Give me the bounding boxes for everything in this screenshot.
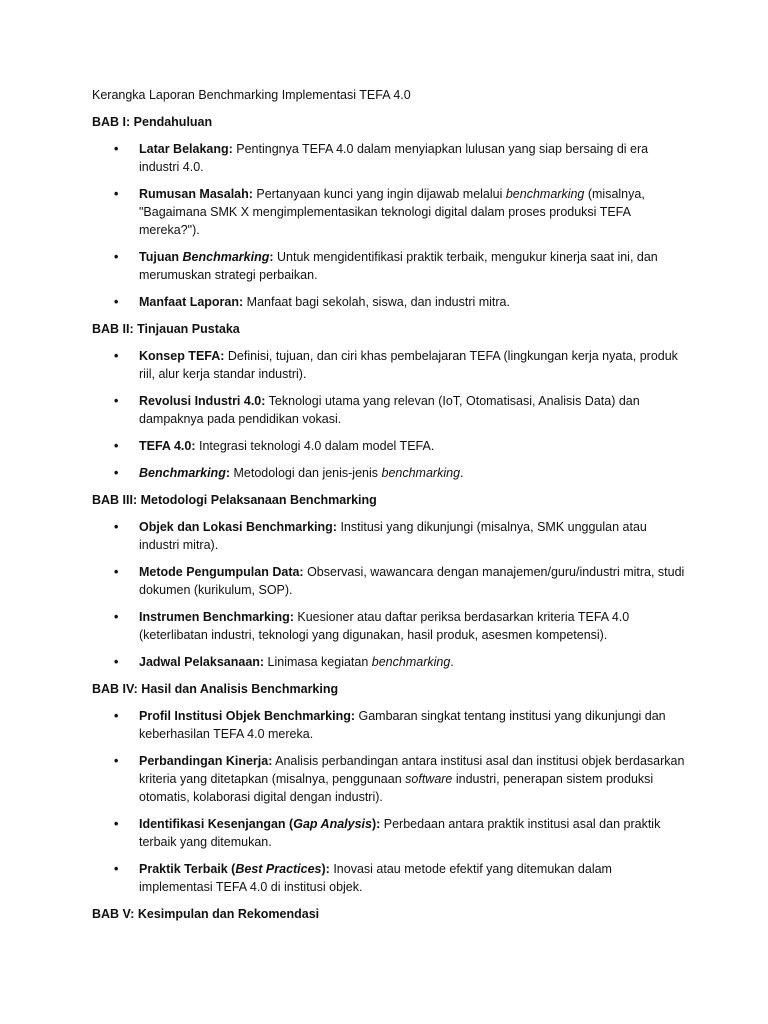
- item-term: Objek dan Lokasi Benchmarking:: [139, 520, 337, 534]
- list-item: [92, 464, 688, 482]
- bullet-list: [92, 707, 688, 896]
- item-text: Integrasi teknologi 4.0 dalam model TEFA.: [195, 439, 435, 453]
- bullet-icon: •: [114, 709, 119, 723]
- item-text: Pertanyaan kunci yang ingin dijawab melalui: [252, 187, 506, 201]
- list-item: [92, 563, 688, 599]
- chapter-list: [92, 113, 688, 923]
- bullet-icon: •: [114, 295, 119, 309]
- chapter-heading: BAB I: Pendahuluan: [92, 115, 213, 129]
- bullet-icon: •: [114, 250, 119, 264]
- item-term: Profil Institusi Objek Benchmarking:: [139, 709, 356, 723]
- document-title: Kerangka Laporan Benchmarking Implementasi TEFA 4.0: [92, 88, 411, 102]
- list-item: [92, 248, 688, 284]
- chapter-section: [92, 905, 688, 923]
- item-term: Rumusan Masalah:: [139, 187, 253, 201]
- list-item: [92, 140, 688, 176]
- list-item: [92, 860, 688, 896]
- item-term: :: [269, 250, 274, 264]
- list-item: [92, 653, 688, 671]
- bullet-icon: •: [114, 142, 119, 156]
- list-item: [92, 293, 688, 311]
- item-term: Jadwal Pelaksanaan:: [139, 655, 265, 669]
- list-item: [92, 392, 688, 428]
- item-term: Konsep TEFA:: [139, 349, 225, 363]
- bullet-icon: •: [114, 349, 119, 363]
- item-term: Tujuan: [139, 250, 183, 264]
- item-text: Metodologi dan jenis-jenis: [230, 466, 382, 480]
- bullet-icon: •: [114, 862, 119, 876]
- chapter-heading: BAB III: Metodologi Pelaksanaan Benchmarking: [92, 493, 377, 507]
- chapter-section: [92, 113, 688, 311]
- item-emphasis: benchmarking: [371, 655, 451, 669]
- item-text: Linimasa kegiatan: [264, 655, 372, 669]
- item-emphasis: benchmarking: [381, 466, 461, 480]
- item-text: Manfaat bagi sekolah, siswa, dan industri mitra.: [243, 295, 510, 309]
- bullet-icon: •: [114, 817, 119, 831]
- bullet-icon: •: [114, 754, 119, 768]
- item-text: (misalnya, "Bagaimana SMK X mengimplementasikan teknologi digital dalam proses produksi TEFA mereka?").: [139, 187, 645, 237]
- list-item: [92, 608, 688, 644]
- item-text: Untuk mengidentifikasi praktik terbaik, mengukur kinerja saat ini, dan merumuskan strategi perbaikan.: [139, 250, 658, 282]
- item-text: Kuesioner atau daftar periksa berdasarkan kriteria TEFA 4.0 (keterlibatan industri, teknologi yang digunakan, hasil produk, asesmen kompetensi).: [139, 610, 630, 642]
- bullet-list: [92, 140, 688, 311]
- chapter-section: [92, 320, 688, 482]
- item-term-emphasis: Benchmarking: [139, 466, 226, 480]
- item-text: Pentingnya TEFA 4.0 dalam menyiapkan lulusan yang siap bersaing di era industri 4.0.: [139, 142, 649, 174]
- item-term: Instrumen Benchmarking:: [139, 610, 294, 624]
- bullet-icon: •: [114, 187, 119, 201]
- bullet-icon: •: [114, 520, 119, 534]
- item-term: Manfaat Laporan:: [139, 295, 244, 309]
- list-item: [92, 752, 688, 806]
- bullet-icon: •: [114, 610, 119, 624]
- bullet-icon: •: [114, 394, 119, 408]
- item-term-emphasis: Gap Analysis: [293, 817, 372, 831]
- item-term: Latar Belakang:: [139, 142, 233, 156]
- item-text: .: [450, 655, 454, 669]
- item-term: Metode Pengumpulan Data:: [139, 565, 304, 579]
- item-text: Gambaran singkat tentang institusi yang dikunjungi dan keberhasilan TEFA 4.0 mereka.: [139, 709, 666, 741]
- item-text: Perbedaan antara praktik institusi asal dan praktik terbaik yang ditemukan.: [139, 817, 661, 849]
- chapter-section: [92, 680, 688, 896]
- item-emphasis: software: [405, 772, 453, 786]
- item-text: Observasi, wawancara dengan manajemen/guru/industri mitra, studi dokumen (kurikulum, SOP).: [139, 565, 685, 597]
- list-item: [92, 347, 688, 383]
- item-text: Analisis perbandingan antara institusi asal dan institusi objek berdasarkan kriteria yang ditetapkan (misalnya, penggunaan: [139, 754, 685, 786]
- item-term: Identifikasi Kesenjangan (: [139, 817, 294, 831]
- item-term-emphasis: Best Practices: [235, 862, 322, 876]
- chapter-section: [92, 491, 688, 671]
- bullet-icon: •: [114, 466, 119, 480]
- item-term: ):: [371, 817, 381, 831]
- item-term: TEFA 4.0:: [139, 439, 196, 453]
- item-text: Definisi, tujuan, dan ciri khas pembelajaran TEFA (lingkungan kerja nyata, produk riil, alur kerja standar industri).: [139, 349, 678, 381]
- bullet-list: [92, 347, 688, 482]
- bullet-list: [92, 518, 688, 671]
- item-text: Teknologi utama yang relevan (IoT, Otomatisasi, Analisis Data) dan dampaknya pada pendidikan vokasi.: [139, 394, 640, 426]
- list-item: [92, 185, 688, 239]
- chapter-heading: BAB V: Kesimpulan dan Rekomendasi: [92, 907, 320, 921]
- item-term: Revolusi Industri 4.0:: [139, 394, 266, 408]
- list-item: [92, 707, 688, 743]
- item-text: industri, penerapan sistem produksi otomatis, kolaborasi digital dengan industri).: [139, 772, 654, 804]
- list-item: [92, 518, 688, 554]
- item-term: :: [225, 466, 231, 480]
- item-emphasis: benchmarking: [505, 187, 585, 201]
- chapter-heading: BAB II: Tinjauan Pustaka: [92, 322, 240, 336]
- bullet-icon: •: [114, 439, 119, 453]
- item-text: .: [460, 466, 464, 480]
- item-term: Praktik Terbaik (: [139, 862, 236, 876]
- bullet-icon: •: [114, 655, 119, 669]
- list-item: [92, 815, 688, 851]
- bullet-icon: •: [114, 565, 119, 579]
- list-item: [92, 437, 688, 455]
- chapter-heading: BAB IV: Hasil dan Analisis Benchmarking: [92, 682, 339, 696]
- item-text: Institusi yang dikunjungi (misalnya, SMK unggulan atau industri mitra).: [139, 520, 647, 552]
- item-term: Perbandingan Kinerja:: [139, 754, 273, 768]
- item-term: ):: [321, 862, 330, 876]
- item-text: Inovasi atau metode efektif yang ditemukan dalam implementasi TEFA 4.0 di institusi objek.: [139, 862, 612, 894]
- item-term-emphasis: Benchmarking: [182, 250, 270, 264]
